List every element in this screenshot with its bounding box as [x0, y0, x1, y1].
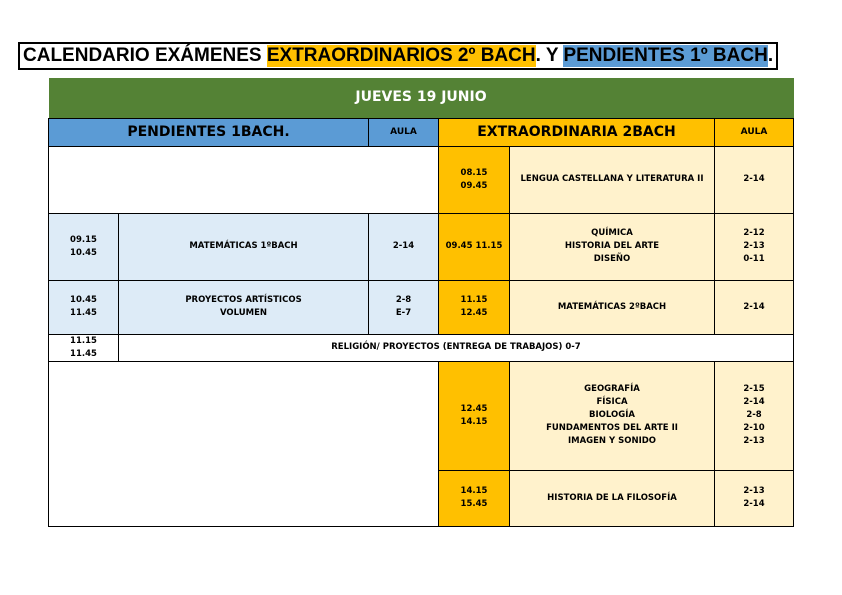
time-cell	[49, 280, 119, 334]
aula-cell	[369, 280, 439, 334]
aula-line: 2-8	[395, 295, 412, 305]
title-part-3: . Y	[535, 45, 564, 66]
subject-line: GEOGRAFÍA	[584, 384, 640, 394]
exam-schedule-table	[48, 78, 794, 527]
time-cell: 09.45 11.15	[439, 213, 510, 280]
time-cell	[49, 213, 119, 280]
aula-line: 2-10	[743, 423, 765, 433]
banner-row	[49, 78, 794, 118]
time-end: 15.45	[460, 499, 488, 509]
pendientes-header: PENDIENTES 1BACH.	[49, 118, 369, 146]
time-cell	[439, 146, 510, 213]
subject-cell: LENGUA CASTELLANA Y LITERATURA II	[510, 146, 715, 213]
subject-cell: MATEMÁTICAS 1ºBACH	[119, 213, 369, 280]
aula-cell	[715, 361, 794, 470]
aula-line: 0-11	[743, 254, 765, 264]
subject-cell: MATEMÁTICAS 2ºBACH	[510, 280, 715, 334]
subject-cell	[510, 361, 715, 470]
subject-line: QUÍMICA	[591, 228, 633, 238]
time-end: 11.45	[70, 308, 97, 318]
subject-line: BIOLOGÍA	[589, 410, 635, 420]
subject-line: FUNDAMENTOS DEL ARTE II	[546, 423, 678, 433]
subject-cell	[510, 213, 715, 280]
time-end: 14.15	[460, 416, 488, 427]
aula-cell	[715, 470, 794, 526]
title-part-5: .	[767, 45, 774, 66]
title-part-1: CALENDARIO EXÁMENES	[23, 45, 267, 66]
religion-cell: RELIGIÓN/ PROYECTOS (ENTREGA DE TRABAJOS) 0-7	[119, 334, 794, 361]
title-highlight-pendientes: PENDIENTES 1º BACH	[563, 45, 768, 66]
time-cell	[439, 361, 510, 470]
time-end: 11.45	[70, 348, 97, 359]
time-end: 12.45	[460, 308, 488, 318]
aula-line: 2-12	[743, 228, 765, 238]
aula-line: 2-13	[743, 486, 765, 496]
table-row	[49, 146, 794, 213]
time-start: 09.15	[70, 234, 97, 245]
extraordinaria-aula-header: AULA	[715, 118, 794, 146]
aula-cell: 2-14	[715, 280, 794, 334]
title-highlight-extraordinarios: EXTRAORDINARIOS 2º BACH	[266, 45, 536, 66]
page-title	[18, 42, 778, 70]
aula-line: 2-13	[743, 436, 765, 446]
table-row	[49, 334, 794, 361]
subject-cell: HISTORIA DE LA FILOSOFÍA	[510, 470, 715, 526]
extraordinaria-header: EXTRAORDINARIA 2BACH	[439, 118, 715, 146]
pendientes-aula-header: AULA	[369, 118, 439, 146]
time-start: 11.15	[460, 295, 488, 305]
aula-line: 2-14	[743, 397, 765, 407]
time-end: 10.45	[70, 247, 97, 258]
aula-cell: 2-14	[715, 146, 794, 213]
subject-line: VOLUMEN	[219, 308, 268, 318]
subject-line: PROYECTOS ARTÍSTICOS	[185, 295, 302, 305]
empty-cell	[49, 361, 439, 526]
aula-cell	[715, 213, 794, 280]
time-start: 10.45	[70, 295, 97, 305]
aula-line: 2-13	[743, 241, 765, 251]
time-start: 14.15	[460, 486, 488, 496]
time-start: 12.45	[460, 403, 488, 414]
empty-cell	[49, 146, 439, 213]
aula-line: 2-8	[746, 410, 762, 420]
aula-line: E-7	[395, 308, 412, 318]
table-row	[49, 361, 794, 470]
subject-line: IMAGEN Y SONIDO	[567, 436, 657, 446]
subject-line: FÍSICA	[596, 397, 628, 407]
time-start: 08.15	[460, 167, 488, 178]
time-cell	[439, 280, 510, 334]
subject-cell	[119, 280, 369, 334]
header-row	[49, 118, 794, 146]
subject-line: HISTORIA DEL ARTE	[564, 241, 660, 251]
time-end: 09.45	[460, 180, 488, 191]
aula-line: 2-14	[743, 499, 765, 509]
subject-line: DISEÑO	[593, 254, 631, 264]
time-start: 11.15	[70, 335, 97, 346]
table-row	[49, 213, 794, 280]
aula-cell: 2-14	[369, 213, 439, 280]
time-cell	[439, 470, 510, 526]
time-cell	[49, 334, 119, 361]
aula-line: 2-15	[743, 384, 765, 394]
table-row	[49, 280, 794, 334]
date-banner: JUEVES 19 JUNIO	[49, 78, 794, 118]
